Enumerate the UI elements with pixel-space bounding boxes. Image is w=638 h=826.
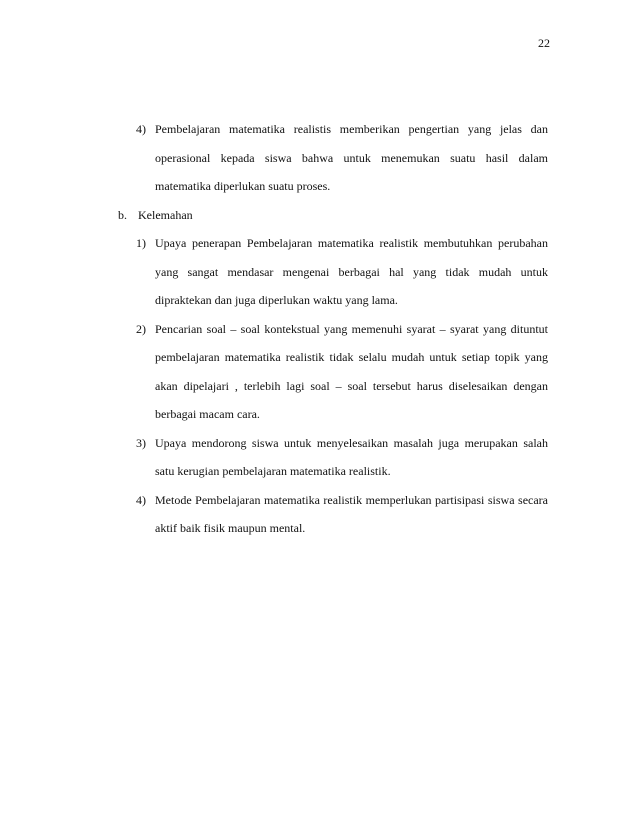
list-item-text: Pencarian soal – soal kontekstual yang memenuhi syarat – syarat yang dituntut pembelajaran matematika realistik tidak selalu mudah untuk setiap topik yang akan dipelajari , terlebih lagi soal – soal tersebut harus diselesaikan dengan berbagai macam cara. [155,321,548,421]
list-item-number: 4) [136,492,146,507]
section-heading-kelemahan [118,201,548,230]
list-item-text: Pembelajaran matematika realistis memberikan pengertian yang jelas dan operasional kepada siswa bahwa untuk menemukan suatu hasil dalam matematika diperlukan suatu proses. [155,122,548,193]
list-item-b4 [118,486,548,543]
list-item-a4 [118,115,548,201]
list-item-number: 4) [136,122,146,136]
list-item-text: Upaya mendorong siswa untuk menyelesaikan masalah juga merupakan salah satu kerugian pembelajaran matematika realistik. [155,435,548,478]
list-item-number: 3) [136,435,146,450]
list-item-b3 [118,429,548,486]
list-item-b1 [118,229,548,315]
list-item-b2 [118,315,548,429]
list-item-text: Upaya penerapan Pembelajaran matematika realistik membutuhkan perubahan yang sangat mendasar mengenai berbagai hal yang tidak mudah untuk dipraktekan dan juga diperlukan waktu yang lama. [155,236,548,307]
page-number: 22 [538,36,550,50]
section-title: Kelemahan [138,207,193,222]
list-item-text: Metode Pembelajaran matematika realistik memperlukan partisipasi siswa secara aktif baik fisik maupun mental. [155,492,548,535]
section-letter: b. [118,207,127,222]
list-item-number: 1) [136,236,146,250]
list-item-number: 2) [136,321,146,336]
document-body [118,115,548,543]
